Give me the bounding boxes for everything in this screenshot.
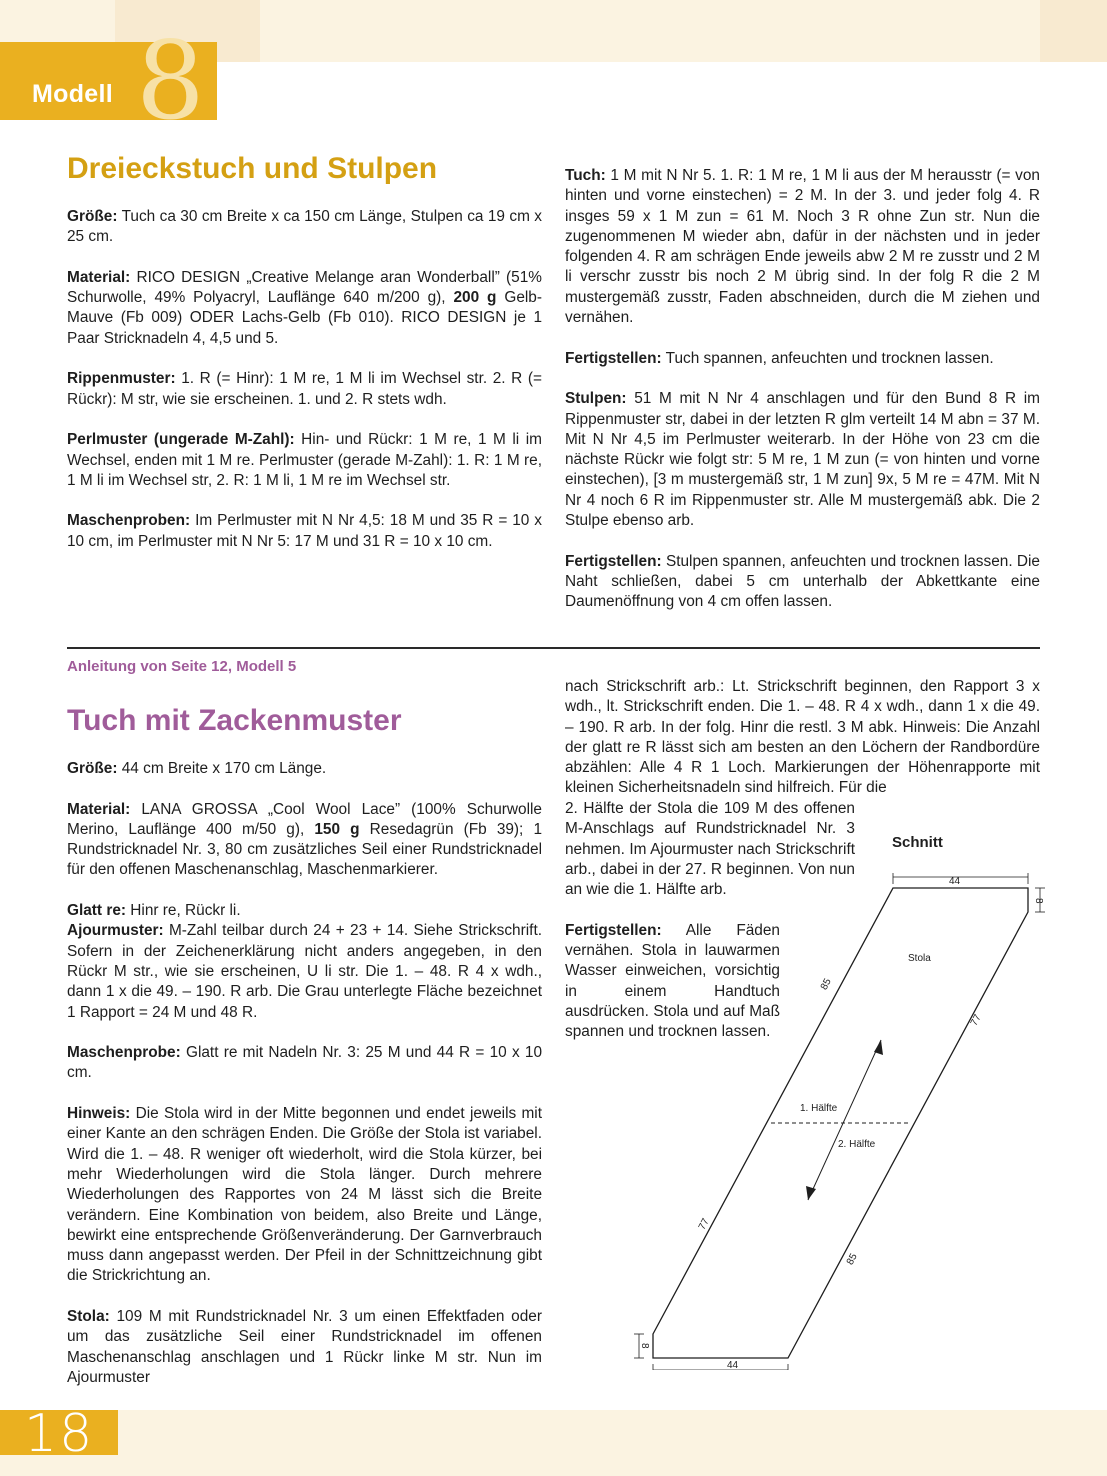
section1-left-column [67,207,542,572]
groesse-paragraph [67,207,542,248]
bottom-width-label: 44 [727,1360,739,1370]
stola-paragraph [67,1307,542,1388]
material2-label: Material: [67,800,131,818]
source-reference: Anleitung von Seite 12, Modell 5 [67,658,297,675]
groesse-text: Tuch ca 30 cm Breite x ca 150 cm Länge, Stulpen ca 19 cm x 25 cm. [67,208,542,246]
diagram-title: Schnitt [892,834,943,851]
stola-text: 109 M mit Rundstricknadel Nr. 3 um einen Effektfaden oder um das zusätzliche Seil einer Rundstricknadel im offenen Maschenanschlag anschlagen und 1 Rückr linke M str. Nun im Ajourmuster [67,1308,542,1386]
maschen-paragraph [67,511,542,552]
top-width-label: 44 [949,876,961,887]
hinweis-label: Hinweis: [67,1105,131,1123]
material-amount: 200 g [453,289,497,307]
stola-shape-label: Stola [908,953,931,964]
probe-text: Glatt re mit Nadeln Nr. 3: 25 M und 44 R = 10 x 10 cm. [67,1044,542,1082]
material2-text: LANA GROSSA „Cool Wool Lace” (100% Schurwolle Merino, Lauflänge 400 m/50 g), [67,800,542,838]
stulpen-label: Stulpen: [565,390,627,408]
ajour-label: Ajourmuster: [67,922,164,940]
hinweis-paragraph [67,1104,542,1287]
stulpen-text: 51 M mit N Nr 4 anschlagen und für den Bund 8 R im Rippenmuster str, dabei in der letzten R glm verteilt 14 M abn = 37 M. Mit N Nr 4,5 im Perlmuster weiterarb. In der Höhe von 23 cm die nächste Rückr wie folgt str: 5 M re, 1 M zun (= von hinten und vorne einstechen), [3 m mustergemäß str, 1 M zun] 9x, 5 M re = 47M. Mit N Nr 4 noch 6 R im Rippenmuster str. Alle M mustergemäß abk. Die 2 Stulpe ebenso arb. [565,390,1040,530]
tuch-text: 1 M mit N Nr 5. 1. R: 1 M re, 1 M li aus der M herausstr (= von hinten und vorne einstechen) = 2 M. In der 3. und jeder folg 4. R insges 59 x 1 M zun = 61 M. Noch 3 R ohne Zun str. Nun die zugenommenen M wieder abn, dafür in der nächsten und in jeder folgenden 4. R am schrägen Ende jeweils abw 2 M re zusstr und 2 M li verschr zusstr bis noch 2 M übrig sind. In der folg R die 2 M mustergemäß zusstr, Faden abschneiden, durch die M ziehen und vernähen. [565,167,1040,327]
half1-label: 1. Hälfte [800,1103,838,1114]
lower-left-side-label: 77 [696,1216,712,1232]
groesse2-text: 44 cm Breite x 170 cm Länge. [117,760,327,777]
top-band-segment [1040,0,1107,62]
upper-right-side-label: 77 [968,1012,984,1028]
fertig2-label: Fertigstellen: [565,552,662,570]
section-divider [67,647,1040,649]
rippen-paragraph [67,369,542,410]
tuch-label: Tuch: [565,167,606,184]
arrow-head-down [806,1186,816,1200]
groesse2-label: Größe: [67,760,118,777]
lower-right-side-label: 85 [844,1251,860,1267]
material2-paragraph [67,800,542,881]
section2-left-column [67,759,542,1409]
fertig3-text: Alle Fäden vernähen. Stola in lauwarmen Wasser einweichen, vorsichtig in einem Handtuch ausdrücken. Stola und auf Maß spannen und trocknen lassen. [565,921,780,1041]
page-number: 18 [24,1404,95,1464]
modell-label: Modell [32,80,113,108]
probe-paragraph [67,1043,542,1084]
stole-outline [653,888,1028,1358]
probe-label: Maschenprobe: [67,1044,181,1062]
section2-title: Tuch mit Zackenmuster [67,704,402,737]
continuation-paragraph: nach Strickschrift arb.: Lt. Strickschrift beginnen, den Rapport 3 x wdh., lt. Strickschrift enden. Die 1. – 48. R 4 x wdh., dann 1 x die 49. – 190. R arb. In der folg. Hinr die restl. 3 M abk. Hinweis: Die Anzahl der glatt re R lässt sich am besten an den Löchern der Randbordüre abzählen: Alle 4 R 1 Loch. Markierungen der Höhenrapporte mit kleinen Sicherheitsnadeln sind hilfreich. Für die [565,678,1040,797]
maschen-label: Maschenproben: [67,512,191,530]
material-paragraph [67,268,542,349]
glatt-label: Glatt re: [67,902,127,920]
fertig3-label: Fertigstellen: [565,921,662,939]
glatt-paragraph [67,901,542,921]
section2-right-column [565,677,1040,799]
perl-text: Hin- und Rückr: 1 M re, 1 M li im Wechsel, enden mit 1 M re. Perlmuster (gerade M-Zahl): 1. R: 1 M re, 1 M li im Wechsel str, 2. R: 1 M li, 1 M re im Wechsel str. [67,431,542,489]
section1-title: Dreieckstuch und Stulpen [67,152,438,185]
perl-paragraph [67,430,542,491]
maschen-text: Im Perlmuster mit N Nr 4,5: 18 M und 35 R = 10 x 10 cm, im Perlmuster mit N Nr 5: 17 M und 31 R = 10 x 10 cm. [67,512,542,550]
left-end-label: 8 [639,1343,650,1349]
footer-band [0,1410,1107,1476]
material2-amount: 150 g [314,820,360,838]
groesse2-paragraph [67,759,542,779]
hinweis-text: Die Stola wird in der Mitte begonnen und endet jeweils mit einer Kante an den schrägen Enden. Die Größe der Stola ist variabel. Wird die 1. – 48. R weniger oft wiederholt, wird die Stola kürzer, bei mehr Wiederholungen wird die Stola länger. Durch mehrere Wiederholungen des Rapportes von 24 M lässt sich die Breite verändern. Eine Kombination von beidem, also Breite und Länge, bewirkt eine entsprechende Größenveränderung. Der Garnverbrauch muss dann angepasst werden. Der Pfeil in der Schnittzeichnung gibt die Strickrichtung an. [67,1105,542,1285]
material-label: Material: [67,268,131,286]
upper-left-side-label: 85 [818,976,834,992]
direction-arrow [808,1040,881,1200]
groesse-label: Größe: [67,208,118,225]
fertig2-paragraph [565,552,1040,613]
schnitt-diagram [630,870,1050,1370]
half2-label: 2. Hälfte [838,1139,876,1150]
rippen-label: Rippenmuster: [67,370,176,388]
material-text: Gelb-Mauve (Fb 009) ODER Lachs-Gelb (Fb 010). RICO DESIGN je 1 Paar Stricknadeln 4, 4,5 und 5. [67,289,542,347]
fertig2-text: Stulpen spannen, anfeuchten und trocknen lassen. Die Naht schließen, dabei 5 cm unterhalb der Abkettkante eine Daumenöffnung von 4 cm offen lassen. [565,552,1040,611]
glatt-text: Hinr re, Rückr li. [126,902,241,920]
right-end-label: 8 [1033,898,1044,904]
material2-text: Resedagrün (Fb 39); 1 Rundstricknadel Nr. 3, 80 cm zusätzliches Seil einer Rundstricknadel für den offenen Maschenanschlag, Maschenmarkierer. [67,820,543,879]
ajour-paragraph [67,921,542,1022]
fertig1-label: Fertigstellen: [565,349,662,367]
ajour-text: M-Zahl teilbar durch 24 + 23 + 14. Siehe Strickschrift. Sofern in der Zeichenerklärung nicht anders angegeben, in den Rückr M str., wie sie erscheinen, U li str. Die 1. – 48. R 4 x wdh., dann 1 x die 49. – 190. R arb. Die Grau unterlegte Fläche bezeichnet 1 Rapport = 24 M und 48 R. [67,922,542,1021]
fertig1-text: Tuch spannen, anfeuchten und trocknen lassen. [661,349,994,367]
perl-label: Perlmuster (ungerade M-Zahl): [67,431,295,449]
section1-right-column [565,166,1040,633]
rippen-text: 1. R (= Hinr): 1 M re, 1 M li im Wechsel str. 2. R (= Rückr): M str, wie sie erscheinen. 1. und 2. R stets wdh. [67,370,542,408]
stulpen-paragraph [565,389,1040,531]
tuch-paragraph [565,166,1040,328]
stola-label: Stola: [67,1308,110,1326]
modell-number: 8 [136,19,205,144]
second-half-paragraph: 2. Hälfte der Stola die 109 M des offenen M-Anschlags auf Rundstricknadel Nr. 3 nehmen. Im Ajourmuster nach Strickschrift arb., dabei in der 27. R beginnen. Von nun an wie die 1. Hälfte arb. [565,800,855,899]
material-text: RICO DESIGN „Creative Melange aran Wonderball” (51% Schurwolle, 49% Polyacryl, Lauflänge 640 m/200 g), [67,268,542,307]
fertig1-paragraph [565,349,1040,369]
